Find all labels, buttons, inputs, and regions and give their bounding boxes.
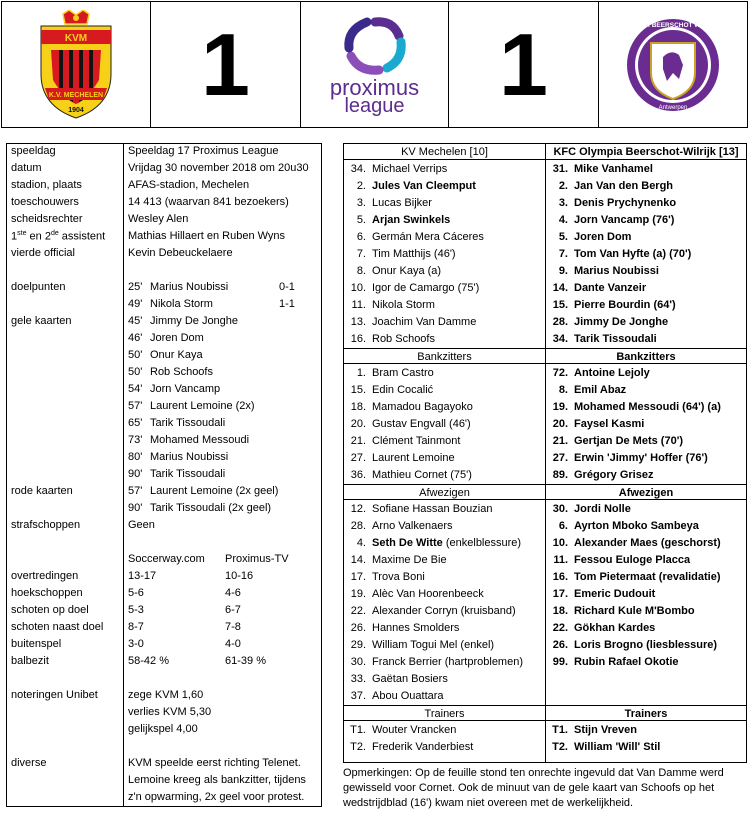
player-row	[344, 331, 545, 348]
player-row	[546, 212, 746, 229]
player-row	[546, 314, 746, 331]
yellow-card-player: Rob Schoofs	[150, 366, 213, 378]
player-number: 29.	[350, 639, 366, 651]
away-logo-cell	[599, 2, 747, 127]
player-row	[344, 603, 545, 620]
player-name: Onur Kaya (a)	[372, 265, 442, 277]
player-number: T1.	[350, 724, 366, 736]
player-number: 19.	[552, 401, 568, 413]
label-unibet: noteringen Unibet	[11, 689, 98, 701]
player-note: (enkelblessure)	[442, 537, 522, 549]
goal-score: 1-1	[279, 298, 295, 310]
label-rode-kaarten: rode kaarten	[11, 485, 73, 497]
stats-source-soccerway: Soccerway.com	[128, 553, 205, 565]
player-number: 99.	[552, 656, 568, 668]
player-row	[344, 297, 545, 314]
value-assistent: Mathias Hillaert en Ruben Wyns	[128, 230, 286, 242]
stat-soccerway: 8-7	[128, 621, 144, 633]
player-number: 27.	[552, 452, 568, 464]
player-name: Tom Van Hyfte (a) (70')	[574, 248, 692, 260]
player-name: Laurent Lemoine	[372, 452, 455, 464]
player-name: Erwin 'Jimmy' Hoffer (76')	[574, 452, 708, 464]
player-number: 2.	[356, 180, 366, 192]
player-name: Jules Van Cleemput	[372, 180, 476, 192]
player-number: 18.	[552, 605, 568, 617]
player-name: Edin Cocalić	[372, 384, 434, 396]
player-number: T2.	[350, 741, 366, 753]
player-name: Dante Vanzeir	[574, 282, 647, 294]
player-number: 7.	[356, 248, 366, 260]
player-name: Denis Prychynenko	[574, 197, 677, 209]
svg-text:K.V. MECHELEN: K.V. MECHELEN	[48, 91, 104, 99]
yellow-card-minute: 54'	[128, 383, 143, 395]
stat-proximus: 6-7	[225, 604, 241, 616]
player-number: 5.	[356, 214, 366, 226]
stat-label: buitenspel	[11, 638, 62, 650]
player-number: 10.	[350, 282, 366, 294]
svg-text:K.F.C.O. BEERSCHOT WILRIJK: K.F.C.O. BEERSCHOT WILRIJK	[624, 21, 722, 29]
player-number: 26.	[350, 622, 366, 634]
player-number: 34.	[350, 163, 366, 175]
player-name: Hannes Smolders	[372, 622, 460, 634]
player-name: Rob Schoofs	[372, 333, 435, 345]
team-header: KV Mechelen [10]	[344, 144, 545, 160]
yellow-card-player: Jorn Vancamp	[150, 383, 221, 395]
player-row	[344, 688, 545, 705]
away-lineup-column	[546, 144, 746, 762]
player-row	[546, 246, 746, 263]
svg-text:KVM: KVM	[64, 32, 88, 44]
player-row	[344, 722, 545, 739]
player-row	[344, 654, 545, 671]
player-row	[546, 433, 746, 450]
player-number: 16.	[552, 571, 568, 583]
unibet-odds: gelijkspel 4,00	[128, 723, 198, 735]
player-number: 21.	[350, 435, 366, 447]
player-name: Ayrton Mboko Sambeya	[574, 520, 699, 532]
red-card-minute: 57'	[128, 485, 143, 497]
player-number: 31.	[552, 163, 568, 175]
home-lineup-column	[344, 144, 546, 762]
player-name: Joachim Van Damme	[372, 316, 477, 328]
player-number: 33.	[350, 673, 366, 685]
stat-soccerway: 13-17	[128, 570, 157, 582]
player-name: Stijn Vreven	[574, 724, 637, 736]
yellow-card-player: Mohamed Messoudi	[150, 434, 250, 446]
player-row	[344, 229, 545, 246]
label-speeldag: speeldag	[11, 145, 56, 157]
player-number: 17.	[350, 571, 366, 583]
lineups-table	[343, 143, 747, 763]
player-row	[344, 365, 545, 382]
player-name: Fessou Euloge Placca	[574, 554, 691, 566]
stat-proximus: 4-6	[225, 587, 241, 599]
match-info-table	[6, 143, 322, 807]
player-name: Marius Noubissi	[574, 265, 659, 277]
stat-proximus: 10-16	[225, 570, 254, 582]
player-name: Alexander Maes (geschorst)	[574, 537, 721, 549]
yellow-card-minute: 45'	[128, 315, 143, 327]
player-row	[546, 399, 746, 416]
player-number: 16.	[350, 333, 366, 345]
yellow-card-minute: 65'	[128, 417, 143, 429]
player-row	[546, 586, 746, 603]
stat-label: schoten naast doel	[11, 621, 104, 633]
player-name: Jimmy De Jonghe	[574, 316, 669, 328]
stat-soccerway: 58-42 %	[128, 655, 169, 667]
player-number: 34.	[552, 333, 568, 345]
bench-header: Bankzitters	[546, 348, 746, 364]
player-name: Faysel Kasmi	[574, 418, 645, 430]
player-row	[546, 739, 746, 756]
stat-soccerway: 3-0	[128, 638, 144, 650]
player-number: 3.	[356, 197, 366, 209]
player-row	[546, 501, 746, 518]
player-row	[344, 671, 545, 688]
player-name: Richard Kule M'Bombo	[574, 605, 695, 617]
player-number: 18.	[350, 401, 366, 413]
player-name: Maxime De Bie	[372, 554, 447, 566]
label-toeschouwers: toeschouwers	[11, 196, 79, 208]
yellow-card-minute: 46'	[128, 332, 143, 344]
coaches-header: Trainers	[546, 705, 746, 721]
label-vierde: vierde official	[11, 247, 75, 259]
player-number: 14.	[350, 554, 366, 566]
player-number: 10.	[552, 537, 568, 549]
player-row	[546, 178, 746, 195]
player-note: (revalidatie)	[655, 571, 721, 583]
goal-scorer: Nikola Storm	[150, 298, 213, 310]
player-row	[546, 161, 746, 178]
player-number: 36.	[350, 469, 366, 481]
yellow-card-player: Marius Noubissi	[150, 451, 229, 463]
player-number: 22.	[552, 622, 568, 634]
unibet-odds: verlies KVM 5,30	[128, 706, 212, 718]
player-name: Trova Boni	[372, 571, 425, 583]
player-name: Frederik Vanderbiest	[372, 741, 474, 753]
stat-label: schoten op doel	[11, 604, 89, 616]
yellow-card-player: Laurent Lemoine (2x)	[150, 400, 255, 412]
away-score: 1	[499, 14, 548, 114]
player-name: Franck Berrier (hartproblemen)	[372, 656, 523, 668]
player-row	[546, 637, 746, 654]
player-name: Tom Pietermaat	[574, 571, 656, 583]
player-name: Igor de Camargo (75')	[372, 282, 480, 294]
player-number: 12.	[350, 503, 366, 515]
home-logo-cell	[2, 2, 151, 127]
player-name: Mamadou Bagayoko	[372, 401, 473, 413]
player-row	[546, 365, 746, 382]
yellow-card-minute: 50'	[128, 349, 143, 361]
player-row	[546, 263, 746, 280]
proximus-league-logo-icon	[333, 14, 417, 76]
red-card-player: Laurent Lemoine (2x geel)	[150, 485, 279, 497]
team-header: KFC Olympia Beerschot-Wilrijk [13]	[546, 144, 746, 160]
player-name: Jan Van den Bergh	[574, 180, 674, 192]
player-name: Tim Matthijs (46')	[372, 248, 456, 260]
player-name: Abou Ouattara	[372, 690, 444, 702]
home-score: 1	[201, 14, 250, 114]
player-name: Emil Abaz	[574, 384, 627, 396]
player-number: 28.	[552, 316, 568, 328]
bench-header: Bankzitters	[344, 348, 545, 364]
player-name: Nikola Storm	[372, 299, 435, 311]
player-row	[344, 416, 545, 433]
player-row	[344, 178, 545, 195]
player-row	[546, 297, 746, 314]
player-row	[546, 654, 746, 671]
player-name: Mathieu Cornet (75')	[372, 469, 472, 481]
player-name: William Togui Mel (enkel)	[372, 639, 495, 651]
player-number: T1.	[552, 724, 568, 736]
player-name: Joren Dom	[574, 231, 632, 243]
player-number: 15.	[552, 299, 568, 311]
kv-mechelen-logo-icon	[33, 10, 119, 120]
goal-scorer: Marius Noubissi	[150, 281, 229, 293]
player-number: 4.	[356, 537, 366, 549]
player-name: Jorn Vancamp	[574, 214, 650, 226]
svg-text:1904: 1904	[68, 106, 84, 114]
player-name: Tarik Tissoudali	[574, 333, 657, 345]
label-diverse: diverse	[11, 757, 47, 769]
player-name: Mike Vanhamel	[574, 163, 653, 175]
player-number: 4.	[558, 214, 568, 226]
player-name: Gaëtan Bosiers	[372, 673, 448, 685]
player-name: Michael Verrips	[372, 163, 448, 175]
player-name: Wouter Vrancken	[372, 724, 457, 736]
player-name: Alexander Corryn (kruisband)	[372, 605, 516, 617]
yellow-card-minute: 90'	[128, 468, 143, 480]
player-name: Gökhan Kardes	[574, 622, 656, 634]
player-row	[344, 637, 545, 654]
player-row	[546, 552, 746, 569]
yellow-card-minute: 80'	[128, 451, 143, 463]
absent-header: Afwezigen	[546, 484, 746, 500]
stat-label: balbezit	[11, 655, 49, 667]
away-score-cell	[449, 2, 599, 127]
stat-proximus: 61-39 %	[225, 655, 266, 667]
player-row	[344, 552, 545, 569]
value-datum: Vrijdag 30 november 2018 om 20u30	[128, 162, 309, 174]
value-strafschoppen: Geen	[128, 519, 155, 531]
player-row	[344, 586, 545, 603]
stat-soccerway: 5-6	[128, 587, 144, 599]
player-row	[344, 450, 545, 467]
player-row	[344, 399, 545, 416]
yellow-card-minute: 50'	[128, 366, 143, 378]
player-row	[344, 382, 545, 399]
player-name: Loris Brogno (liesblessure)	[574, 639, 718, 651]
value-vierde: Kevin Debeuckelaere	[128, 247, 233, 259]
player-row	[344, 212, 545, 229]
player-name: Gertjan De Mets (70')	[574, 435, 683, 447]
player-row	[546, 416, 746, 433]
player-row	[546, 382, 746, 399]
stats-source-proximus: Proximus-TV	[225, 553, 289, 565]
player-name: Rubin Rafael Okotie	[574, 656, 679, 668]
player-number: 30.	[552, 503, 568, 515]
player-row	[344, 518, 545, 535]
beerschot-wilrijk-logo-icon	[623, 13, 723, 117]
player-row	[546, 518, 746, 535]
goal-score: 0-1	[279, 281, 295, 293]
unibet-odds: zege KVM 1,60	[128, 689, 204, 701]
player-number: 72.	[552, 367, 568, 379]
player-number: 11.	[553, 554, 568, 566]
red-card-minute: 90'	[128, 502, 143, 514]
player-name: Sofiane Hassan Bouzian	[372, 503, 493, 515]
absent-header: Afwezigen	[344, 484, 545, 500]
player-number: 6.	[558, 520, 568, 532]
player-name: Grégory Grisez	[574, 469, 654, 481]
player-number: 21.	[552, 435, 568, 447]
value-speeldag: Speeldag 17 Proximus League	[128, 145, 279, 157]
player-row	[546, 280, 746, 297]
stat-soccerway: 5-3	[128, 604, 144, 616]
stat-label: overtredingen	[11, 570, 79, 582]
player-row	[546, 467, 746, 484]
player-row	[546, 331, 746, 348]
player-name: Mohamed Messoudi (64') (a)	[574, 401, 721, 413]
yellow-card-player: Joren Dom	[150, 332, 204, 344]
value-stadion: AFAS-stadion, Mechelen	[128, 179, 250, 191]
player-number: 8.	[558, 384, 568, 396]
player-number: 89.	[552, 469, 568, 481]
player-row	[546, 450, 746, 467]
player-name: Emeric Dudouit	[574, 588, 656, 600]
player-name: Pierre Bourdin (64')	[574, 299, 676, 311]
value-toeschouwers: 14 413 (waarvan 841 bezoekers)	[128, 196, 289, 208]
player-number: 8.	[356, 265, 366, 277]
player-number: 3.	[558, 197, 568, 209]
player-number: 22.	[350, 605, 366, 617]
player-number: 9.	[558, 265, 568, 277]
home-score-cell	[151, 2, 301, 127]
player-number: 14.	[552, 282, 568, 294]
svg-text:Antwerpen: Antwerpen	[658, 104, 688, 111]
yellow-card-player: Tarik Tissoudali	[150, 468, 226, 480]
player-row	[344, 280, 545, 297]
stat-proximus: 7-8	[225, 621, 241, 633]
diverse-line: z'n opwarming, 2x geel voor protest.	[128, 791, 305, 803]
label-stadion: stadion, plaats	[11, 179, 82, 191]
player-number: 1.	[356, 367, 366, 379]
player-row	[546, 195, 746, 212]
label-gele-kaarten: gele kaarten	[11, 315, 72, 327]
player-row	[546, 722, 746, 739]
player-row	[546, 620, 746, 637]
player-name: Gustav Engvall (46')	[372, 418, 471, 430]
yellow-card-minute: 73'	[128, 434, 143, 446]
label-scheidsrechter: scheidsrechter	[11, 213, 83, 225]
player-number: 37.	[350, 690, 366, 702]
label-datum: datum	[11, 162, 42, 174]
coaches-header: Trainers	[344, 705, 545, 721]
red-card-player: Tarik Tissoudali (2x geel)	[150, 502, 272, 514]
player-row	[546, 229, 746, 246]
player-name: Antoine Lejoly	[574, 367, 650, 379]
goal-minute: 25'	[128, 281, 143, 293]
player-name: William 'Will' Stil	[574, 741, 661, 753]
player-number: 15.	[350, 384, 366, 396]
info-label-column	[7, 144, 124, 806]
player-name: Alèc Van Hoorenbeeck	[372, 588, 484, 600]
player-number: 17.	[552, 588, 568, 600]
yellow-card-minute: 57'	[128, 400, 143, 412]
player-name: Germán Mera Cáceres	[372, 231, 484, 243]
label-strafschoppen: strafschoppen	[11, 519, 81, 531]
stat-proximus: 4-0	[225, 638, 241, 650]
player-row	[344, 246, 545, 263]
player-number: 20.	[350, 418, 366, 430]
player-row	[344, 433, 545, 450]
yellow-card-player: Jimmy De Jonghe	[150, 315, 239, 327]
player-row	[344, 739, 545, 756]
player-row	[546, 535, 746, 552]
stat-label: hoekschoppen	[11, 587, 83, 599]
diverse-line: Lemoine kreeg als bankzitter, tijdens	[128, 774, 306, 786]
score-header	[1, 1, 748, 128]
player-number: 2.	[558, 180, 568, 192]
player-name: Arno Valkenaers	[372, 520, 453, 532]
yellow-card-player: Onur Kaya	[150, 349, 203, 361]
yellow-card-player: Tarik Tissoudali	[150, 417, 226, 429]
player-row	[344, 195, 545, 212]
diverse-line: KVM speelde eerst richting Telenet.	[128, 757, 301, 769]
player-number: T2.	[552, 741, 568, 753]
player-name: Jordi Nolle	[574, 503, 631, 515]
player-row	[546, 569, 746, 586]
player-row	[344, 314, 545, 331]
player-number: 28.	[350, 520, 366, 532]
player-row	[344, 467, 545, 484]
player-row	[344, 501, 545, 518]
player-number: 30.	[350, 656, 366, 668]
player-number: 6.	[356, 231, 366, 243]
remarks-text: Opmerkingen: Op de feuille stond ten onrechte ingevuld dat Van Damme werd gewisseld voor Cornet. Ook de minuut van de gele kaart van Schoofs op het wedstrijdblad (16') kwam niet overeen met de werkelijkheid.	[343, 767, 724, 809]
label-assistent: 1ste en 2de assistent	[11, 230, 106, 243]
league-logo-text: proximus league	[329, 74, 420, 117]
player-name: Bram Castro	[372, 367, 434, 379]
player-row	[344, 620, 545, 637]
player-number: 27.	[350, 452, 366, 464]
player-number: 5.	[558, 231, 568, 243]
label-doelpunten: doelpunten	[11, 281, 66, 293]
player-note: (76')	[649, 214, 675, 226]
player-number: 26.	[552, 639, 568, 651]
player-row	[344, 535, 545, 552]
player-row	[344, 161, 545, 178]
player-name: Seth De Witte	[372, 537, 443, 549]
value-scheidsrechter: Wesley Alen	[128, 213, 189, 225]
goal-minute: 49'	[128, 298, 143, 310]
player-number: 11.	[351, 299, 366, 311]
player-name: Arjan Swinkels	[372, 214, 451, 226]
player-row	[344, 263, 545, 280]
league-logo-cell	[301, 2, 449, 127]
player-number: 19.	[350, 588, 366, 600]
player-number: 7.	[558, 248, 568, 260]
player-row	[344, 569, 545, 586]
player-row	[546, 603, 746, 620]
player-name: Clément Tainmont	[372, 435, 461, 447]
player-name: Lucas Bijker	[372, 197, 432, 209]
player-number: 13.	[350, 316, 366, 328]
player-number: 20.	[552, 418, 568, 430]
